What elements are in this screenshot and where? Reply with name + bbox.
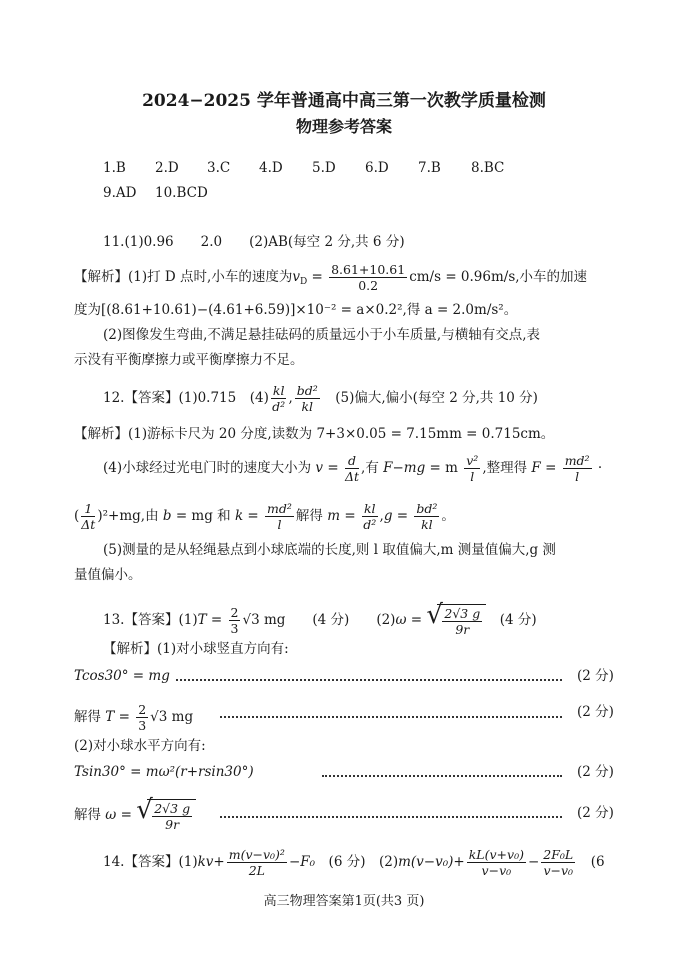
dotted-leader bbox=[176, 679, 562, 681]
q12-answer-tail: (5)偏大,偏小(每空 2 分,共 10 分) bbox=[321, 390, 538, 406]
fraction-denominator: 9r bbox=[455, 622, 470, 637]
fraction-denominator: d² bbox=[272, 399, 286, 414]
fraction-denominator: l bbox=[277, 517, 282, 532]
text: (4)小球经过光电门时的速度大小为 bbox=[103, 460, 316, 476]
fraction-denominator: 3 bbox=[138, 718, 147, 733]
fraction bbox=[464, 453, 480, 484]
equals-sign: = bbox=[323, 460, 343, 476]
fraction bbox=[362, 501, 378, 532]
dotted-leader bbox=[220, 716, 562, 718]
text: 解得 bbox=[74, 709, 106, 725]
q12-fraction-2 bbox=[295, 383, 320, 414]
fraction bbox=[136, 702, 148, 733]
fraction-numerator: √ 2√3 g bbox=[154, 801, 191, 816]
page-subtitle: 物理参考答案 bbox=[295, 117, 392, 136]
fraction-numerator: 8.61+10.61 bbox=[331, 262, 406, 277]
root-term: √3 bbox=[242, 612, 260, 628]
fraction-denominator: 0.2 bbox=[358, 278, 379, 293]
fraction bbox=[467, 847, 526, 878]
q13-solve-omega bbox=[74, 799, 196, 832]
symbol: T bbox=[105, 709, 115, 725]
fraction-denominator: Δt bbox=[81, 517, 96, 532]
choice-5: 5.D bbox=[312, 160, 336, 176]
q13-answer bbox=[103, 604, 537, 637]
dotted-leader bbox=[322, 775, 562, 777]
choice-3: 3.C bbox=[207, 160, 231, 176]
fraction-denominator: kl bbox=[421, 517, 433, 532]
q12-analysis-line-3 bbox=[74, 501, 455, 532]
score: (2 分) bbox=[577, 764, 614, 780]
q14-answer-prefix: 14.【答案】(1) bbox=[103, 854, 198, 870]
choice-8: 8.BC bbox=[471, 160, 505, 176]
q12-analysis-line-1: 【解析】(1)游标卡尺为 20 分度,读数为 7+3×0.05 = 7.15mm = 0.715cm。 bbox=[74, 426, 555, 442]
fraction-numerator: 2 bbox=[138, 702, 147, 717]
text: ,整理得 bbox=[482, 460, 532, 476]
fraction bbox=[229, 605, 241, 636]
fraction-numerator: kl bbox=[272, 383, 285, 398]
q11-analysis-line-1 bbox=[74, 262, 587, 293]
velocity-fraction bbox=[329, 262, 407, 293]
choice-10: 10.BCD bbox=[155, 185, 208, 201]
symbol: F−mg bbox=[383, 460, 426, 476]
square-root bbox=[428, 604, 486, 637]
fraction-denominator: 3 bbox=[230, 621, 239, 636]
text: (6 分) (2) bbox=[315, 854, 399, 870]
fraction-denominator: kl bbox=[301, 399, 314, 414]
fraction-numerator: 2 bbox=[230, 605, 239, 620]
fraction-numerator: √ 2√3 g bbox=[444, 606, 481, 621]
q13-analysis-line-1: 【解析】(1)对小球竖直方向有: bbox=[103, 641, 289, 657]
fraction-numerator: 2F₀L bbox=[543, 847, 574, 862]
equals-sign: = bbox=[114, 709, 135, 725]
choice-4: 4.D bbox=[259, 160, 283, 176]
score: (2 分) bbox=[577, 805, 614, 821]
text: ,有 bbox=[361, 460, 384, 476]
equals-sign: = bbox=[116, 807, 137, 823]
symbol: b bbox=[162, 508, 172, 524]
fraction-denominator: Δt bbox=[344, 469, 360, 484]
q14-answer bbox=[103, 847, 605, 878]
text: 解得 bbox=[74, 807, 106, 823]
fraction-numerator: bd² bbox=[416, 501, 438, 516]
symbol: kv+ bbox=[197, 854, 225, 870]
fraction-denominator: 9r bbox=[165, 817, 180, 832]
q13-analysis-line-2: (2)对小球水平方向有: bbox=[74, 738, 206, 754]
score: (2 分) bbox=[577, 668, 614, 684]
text: (4 分) bbox=[486, 612, 537, 628]
q13-solve-T bbox=[74, 702, 193, 733]
velocity-symbol: v bbox=[292, 269, 300, 285]
equals-sign: = bbox=[392, 508, 413, 524]
text: )²+mg,由 bbox=[97, 508, 163, 524]
symbol: −F₀ bbox=[288, 854, 316, 870]
fraction bbox=[414, 501, 439, 532]
q12-analysis-line-2 bbox=[103, 453, 602, 484]
fraction bbox=[81, 501, 95, 532]
q11-answer: 11.(1)0.96 2.0 (2)AB(每空 2 分,共 6 分) bbox=[103, 234, 405, 250]
dotted-leader bbox=[220, 816, 562, 818]
text: 解得 bbox=[295, 508, 328, 524]
choice-7: 7.B bbox=[418, 160, 441, 176]
equals-sign: = bbox=[340, 508, 360, 524]
fraction-denominator: v−v₀ bbox=[543, 863, 574, 878]
q12-fraction-1 bbox=[271, 383, 287, 414]
fraction bbox=[152, 801, 192, 832]
q11-analysis-tail: cm/s = 0.96m/s,小车的加速 bbox=[409, 269, 588, 285]
choice-1: 1.B bbox=[103, 160, 126, 176]
equals-sign: = bbox=[243, 508, 264, 524]
fraction-numerator: 1 bbox=[81, 501, 95, 517]
equals-sign: = bbox=[307, 269, 328, 285]
text: mg bbox=[167, 709, 194, 725]
text: ( bbox=[74, 508, 80, 524]
q12-answer bbox=[103, 383, 538, 414]
q12-analysis-line-4: (5)测量的是从轻绳悬点到小球底端的长度,则 l 取值偏大,m 测量值偏大,g 测 bbox=[103, 542, 556, 558]
symbol: ω bbox=[105, 807, 117, 823]
symbol: T bbox=[197, 612, 207, 628]
fraction-numerator: kl bbox=[363, 501, 376, 516]
q12-analysis-line-5: 量值偏小。 bbox=[74, 567, 142, 583]
page-footer: 高三物理答案第1页(共3 页) bbox=[263, 894, 425, 909]
fraction-denominator: l bbox=[470, 469, 475, 484]
symbol: g bbox=[383, 508, 393, 524]
fraction-denominator: d² bbox=[363, 517, 377, 532]
fraction bbox=[345, 453, 359, 484]
equals-sign: = bbox=[206, 612, 227, 628]
comma: , bbox=[379, 508, 384, 524]
q12-answer-prefix: 12.【答案】(1)0.715 (4) bbox=[103, 390, 269, 406]
fraction-denominator: l bbox=[575, 469, 580, 484]
fraction-denominator: v−v₀ bbox=[481, 863, 512, 878]
q13-answer-prefix: 13.【答案】(1) bbox=[103, 612, 198, 628]
equals-sign: = bbox=[540, 460, 561, 476]
root-term: √3 bbox=[150, 709, 168, 725]
q11-analysis-line-3: (2)图像发生弯曲,不满足悬挂砝码的质量远小于小车质量,与横轴有交点,表 bbox=[103, 327, 540, 343]
fraction bbox=[265, 501, 294, 532]
q13-eq-vertical: Tcos30° = mg bbox=[74, 668, 170, 684]
text: · bbox=[593, 460, 603, 476]
symbol: ω bbox=[395, 612, 407, 628]
fraction-numerator: m(v−v₀)² bbox=[228, 847, 285, 862]
text: 。 bbox=[441, 508, 455, 524]
fraction-denominator: 2L bbox=[248, 863, 265, 878]
fraction-numerator: d bbox=[345, 453, 359, 469]
q11-analysis-text: 【解析】(1)打 D 点时,小车的速度为 bbox=[74, 269, 293, 285]
fraction bbox=[442, 606, 482, 637]
fraction-numerator: bd² bbox=[296, 383, 318, 398]
symbol: m bbox=[327, 508, 341, 524]
text: = mg 和 bbox=[171, 508, 235, 524]
symbol: m(v−v₀)+ bbox=[398, 854, 465, 870]
square-root bbox=[138, 799, 196, 832]
choice-9: 9.AD bbox=[103, 185, 137, 201]
fraction-numerator: md² bbox=[564, 453, 590, 468]
choice-2: 2.D bbox=[155, 160, 179, 176]
q13-eq-horizontal: Tsin30° = mω²(r+rsin30°) bbox=[74, 764, 254, 780]
page-title: 2024−2025 学年普通高中高三第一次教学质量检测 bbox=[142, 91, 546, 111]
score: (2 分) bbox=[577, 704, 614, 720]
fraction bbox=[541, 847, 575, 878]
text: mg bbox=[259, 612, 286, 628]
symbol: k bbox=[234, 508, 244, 524]
q11-analysis-line-2: 度为[(8.61+10.61)−(4.61+6.59)]×10⁻² = a×0.2²,得 a = 2.0m/s²。 bbox=[74, 302, 518, 318]
comma: , bbox=[288, 390, 293, 406]
text: (4 分) (2) bbox=[285, 612, 396, 628]
q11-analysis-line-4: 示没有平衡摩擦力或平衡摩擦力不足。 bbox=[74, 352, 304, 368]
symbol: F bbox=[531, 460, 541, 476]
equals-sign: = bbox=[406, 612, 427, 628]
symbol: v bbox=[315, 460, 324, 476]
fraction-numerator: kL(v+v₀) bbox=[468, 847, 524, 862]
fraction bbox=[227, 847, 287, 878]
text: = m bbox=[425, 460, 463, 476]
choice-6: 6.D bbox=[365, 160, 389, 176]
text: − bbox=[527, 854, 540, 870]
fraction-numerator: md² bbox=[267, 501, 292, 516]
fraction-numerator: v² bbox=[466, 453, 479, 468]
velocity-subscript: D bbox=[299, 277, 308, 287]
text: (6 bbox=[577, 854, 605, 870]
fraction bbox=[563, 453, 592, 484]
